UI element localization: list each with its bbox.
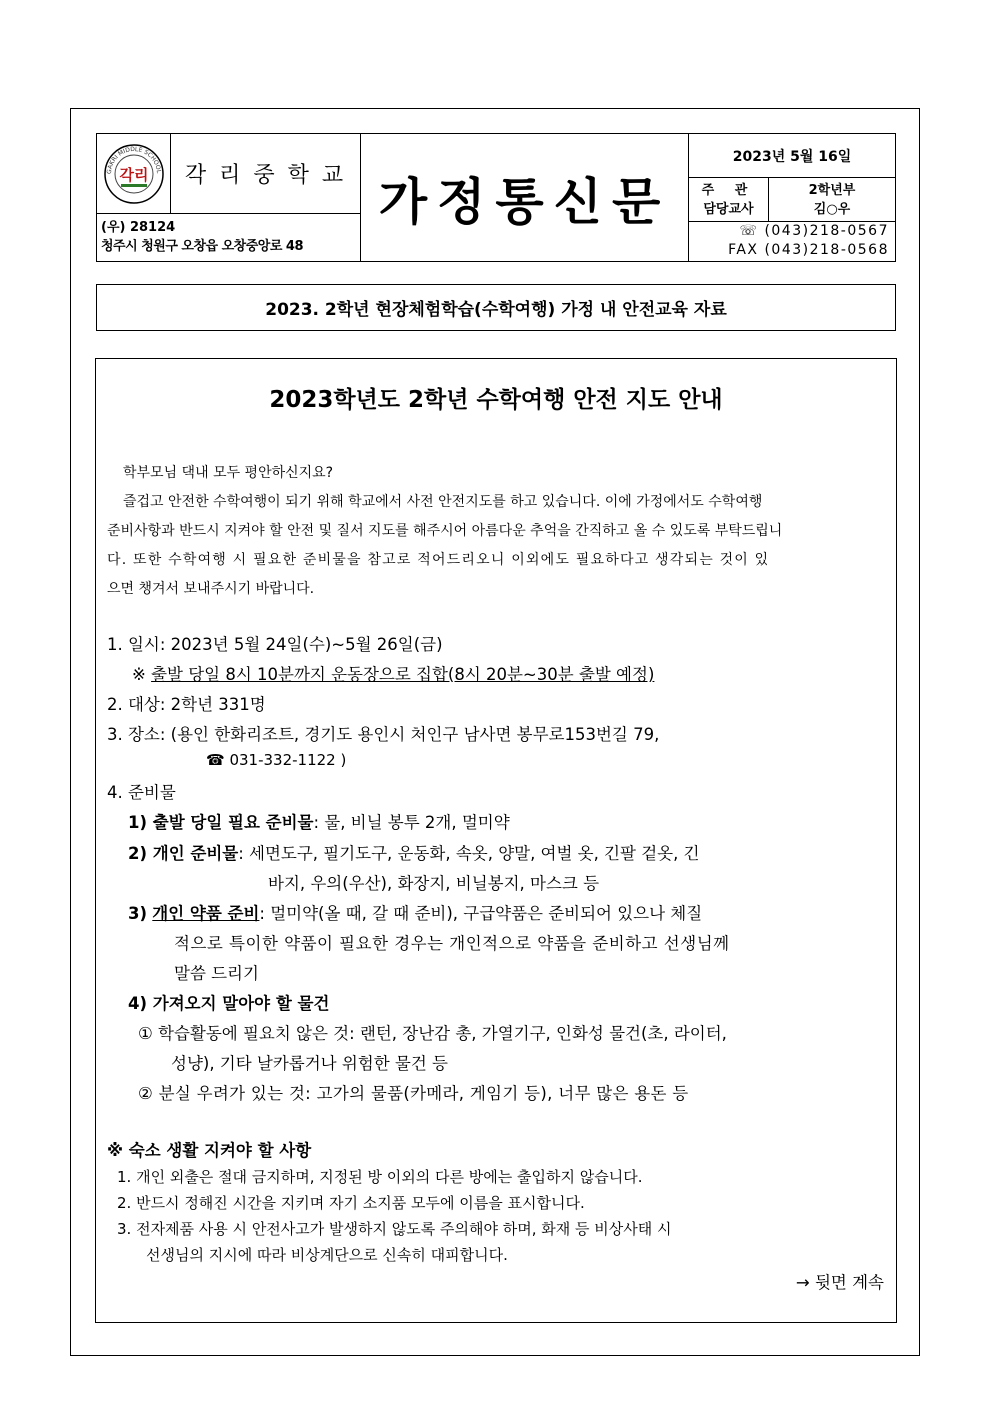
school-address	[97, 214, 361, 261]
fax-number: FAX (043)218-0568	[728, 242, 889, 258]
intro-line: 즐겁고 안전한 수학여행이 되기 위해 학교에서 사전 안전지도를 하고 있습니다. 이에 가정에서도 수학여행	[123, 494, 763, 510]
intro-line: 다. 또한 수학여행 시 필요한 준비물을 참고로 적어드리오니 이외에도 필요하다고 생각되는 것이 있	[107, 552, 770, 568]
content-title: 2023학년도 2학년 수학여행 안전 지도 안내	[269, 387, 723, 413]
school-name: 각 리 중 학 교	[171, 134, 361, 214]
prep-2-cont: 바지, 우의(우산), 화장지, 비닐봉지, 마스크 등	[268, 874, 600, 893]
subject-heading: 2023. 2학년 현장체험학습(수학여행) 가정 내 안전교육 자료	[96, 284, 896, 331]
assembly-note	[132, 661, 654, 685]
prep-3-text: : 멀미약(올 때, 갈 때 준비), 구급약품은 준비되어 있으나 체질	[259, 904, 703, 923]
prep-4-b: ② 분실 우려가 있는 것: 고가의 물품(카메라, 게임기 등), 너무 많은 용돈 등	[138, 1084, 689, 1103]
intro-line: 준비사항과 반드시 지켜야 할 안전 및 질서 지도를 해주시어 아름다운 추억을 간직하고 올 수 있도록 부탁드립니	[107, 523, 783, 539]
logo-ring-text: GAKRI MIDDLE SCHOOL	[105, 145, 163, 175]
rule-item: 1. 개인 외출은 절대 금지하며, 지정된 방 이외의 다른 방에는 출입하지 않습니다.	[117, 1168, 643, 1186]
prep-4-a-cont: 성냥), 기타 날카롭거나 위험한 물건 등	[171, 1054, 448, 1073]
issue-date: 2023년 5월 16일	[689, 134, 895, 178]
prep-4: 4) 가져오지 말아야 할 물건	[128, 994, 330, 1013]
prep-3-num: 3)	[128, 904, 148, 923]
intro-line: 학부모님 댁내 모두 평안하신지요?	[123, 465, 334, 481]
prep-4-a: ① 학습활동에 필요치 않은 것: 랜턴, 장난감 총, 가열기구, 인화성 물건(초, 라이터,	[138, 1024, 727, 1043]
role-labels	[689, 178, 769, 222]
prep-2-text: : 세면도구, 필기도구, 운동화, 속옷, 양말, 여벌 옷, 긴팔 겉옷, 긴	[238, 844, 700, 863]
letterhead	[96, 133, 896, 262]
role-label-teacher: 담당교사	[703, 202, 754, 217]
prep-2-label: 2) 개인 준비물	[128, 844, 239, 863]
prep-2	[128, 840, 700, 864]
logo-mark: 각리	[119, 166, 149, 184]
street-address: 청주시 청원구 오창읍 오창중앙로 48	[101, 239, 304, 254]
item-supplies: 4. 준비물	[107, 783, 176, 802]
contact-info	[689, 222, 895, 261]
note-text: 출발 당일 8시 10분까지 운동장으로 집합(8시 20분~30분 출발 예정)	[151, 665, 655, 684]
teacher-name: 김○우	[813, 202, 851, 217]
role-values	[769, 178, 895, 222]
item-date: 1. 일시: 2023년 5월 24일(수)~5월 26일(금)	[107, 635, 443, 654]
school-logo	[97, 134, 171, 214]
department: 2학년부	[808, 183, 856, 198]
postal-code: (우) 28124	[101, 220, 176, 235]
item-place: 3. 장소: (용인 한화리조트, 경기도 용인시 처인구 남사면 봉무로153번길 79,	[107, 725, 660, 744]
item-target: 2. 대상: 2학년 331명	[107, 695, 266, 714]
rule-item: 선생님의 지시에 따라 비상계단으로 신속히 대피합니다.	[146, 1246, 508, 1264]
prep-3-label: 개인 약품 준비	[152, 904, 260, 923]
prep-1-label: 1) 출발 당일 필요 준비물	[128, 813, 314, 832]
prep-3-cont: 적으로 특이한 약품이 필요한 경우는 개인적으로 약품을 준비하고 선생님께	[174, 934, 730, 953]
intro-line: 으면 챙겨서 보내주시기 바랍니다.	[107, 581, 315, 597]
prep-1	[128, 809, 510, 833]
note-mark: ※	[132, 665, 146, 684]
content-box	[95, 358, 897, 1323]
rule-item: 2. 반드시 정해진 시간을 지키며 자기 소지품 모두에 이름을 표시합니다.	[117, 1194, 585, 1212]
rules-title: ※ 숙소 생활 지켜야 할 사항	[107, 1141, 312, 1160]
continue-note: → 뒷면 계속	[795, 1273, 884, 1292]
phone-number: ☏ (043)218-0567	[739, 223, 889, 239]
place-phone: ☎ 031-332-1122 )	[206, 751, 347, 769]
role-label-host: 주 관	[701, 183, 756, 198]
prep-1-text: : 물, 비닐 봉투 2개, 멀미약	[313, 813, 510, 832]
rule-item: 3. 전자제품 사용 시 안전사고가 발생하지 않도록 주의해야 하며, 화재 등 비상사태 시	[117, 1220, 672, 1238]
prep-3-cont: 말씀 드리기	[174, 964, 259, 983]
doc-title: 가정통신문	[361, 134, 689, 261]
prep-3	[128, 900, 702, 924]
